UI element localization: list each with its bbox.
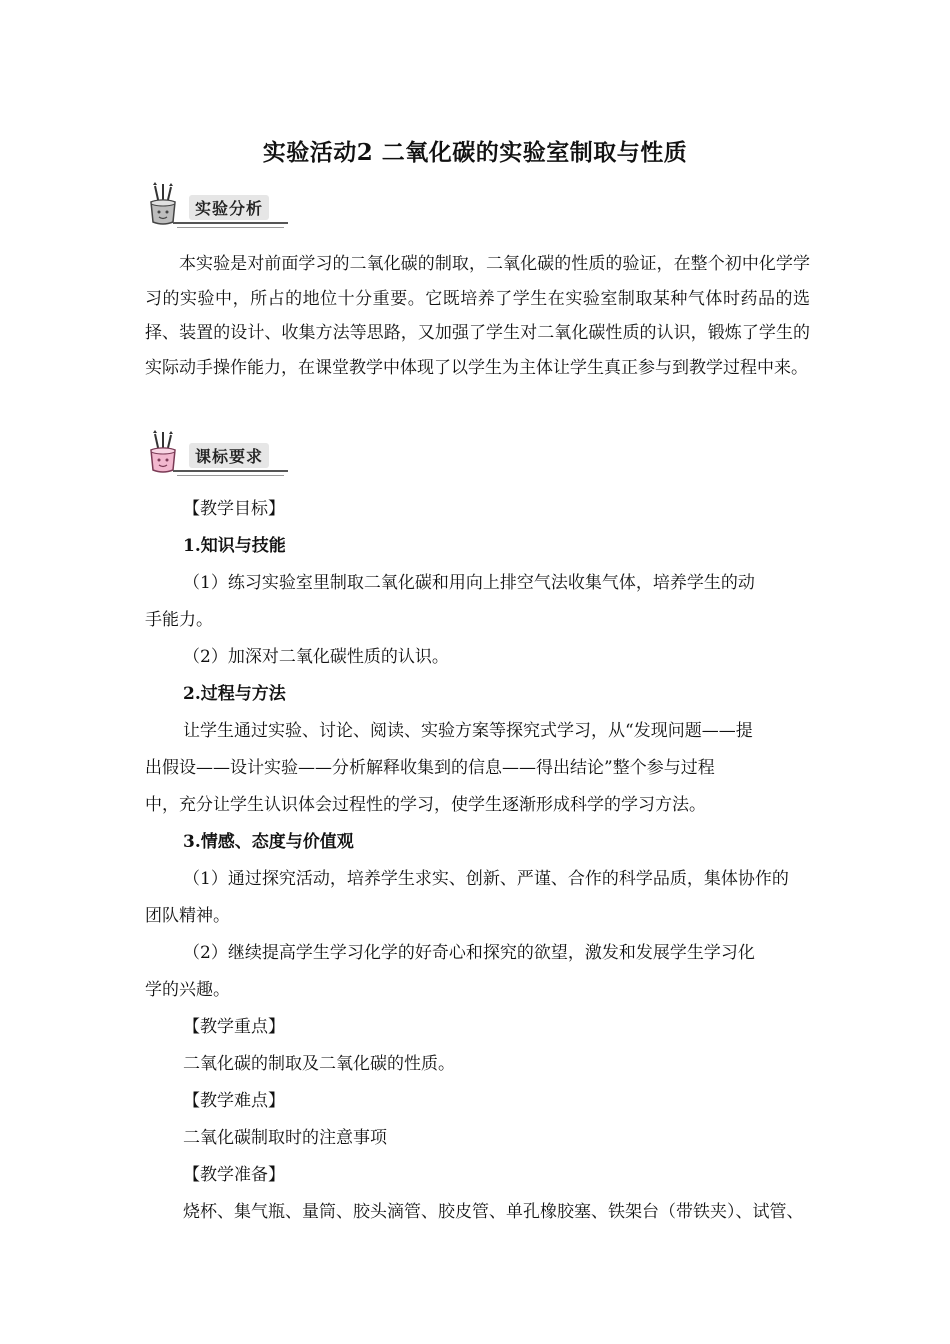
focus-text: 二氧化碳的制取及二氧化碳的性质。: [183, 1054, 455, 1074]
knowledge-item-1-cont: 手能力。: [145, 610, 213, 630]
knowledge-heading: 1.知识与技能: [183, 536, 286, 556]
requirements-body: [145, 491, 810, 1231]
pen-holder-icon: [143, 430, 183, 474]
process-heading: 2.过程与方法: [183, 684, 286, 704]
analysis-body: [145, 247, 810, 385]
prep-text: 烧杯、集气瓶、量筒、胶头滴管、胶皮管、单孔橡胶塞、铁架台（带铁夹）、试管、: [183, 1202, 804, 1222]
divider: [177, 475, 284, 476]
focus-label: 【教学重点】: [183, 1017, 285, 1037]
emotion-heading: 3.情感、态度与价值观: [183, 832, 354, 852]
emotion-item-1: （1）通过探究活动，培养学生求实、创新、严谨、合作的科学品质，集体协作的: [183, 869, 789, 889]
process-line-3: 中，充分让学生认识体会过程性的学习，使学生逐渐形成科学的学习方法。: [145, 795, 706, 815]
goals-label: 【教学目标】: [183, 499, 285, 519]
knowledge-item-2: （2）加深对二氧化碳性质的认识。: [183, 647, 449, 667]
divider: [173, 222, 288, 224]
pen-holder-icon: [143, 182, 183, 226]
process-line-2: 出假设——设计实验——分析解释收集到的信息——得出结论”整个参与过程: [145, 758, 715, 778]
difficulty-label: 【教学难点】: [183, 1091, 285, 1111]
emotion-item-2: （2）继续提高学生学习化学的好奇心和探究的欲望，激发和发展学生学习化: [183, 943, 755, 963]
emotion-item-2-cont: 学的兴趣。: [145, 980, 230, 1000]
page-title: 实验活动2 二氧化碳的实验室制取与性质: [262, 139, 688, 166]
analysis-paragraph: 本实验是对前面学习的二氧化碳的制取，二氧化碳的性质的验证，在整个初中化学学习的实验中，所占的地位十分重要。它既培养了学生在实验室制取某种气体时药品的选择、装置的设计、收集方法等思路，又加强了学生对二氧化碳性质的认识，锻炼了学生的实际动手操作能力，在课堂教学中体现了以学生为主体让学生真正参与到教学过程中来。: [145, 254, 810, 378]
divider: [173, 470, 288, 472]
knowledge-item-1: （1）练习实验室里制取二氧化碳和用向上排空气法收集气体，培养学生的动: [183, 573, 755, 593]
section-heading-requirements: 课标要求: [189, 443, 269, 468]
section-heading-analysis: 实验分析: [189, 195, 269, 220]
process-line-1: 让学生通过实验、讨论、阅读、实验方案等探究式学习，从“发现问题——提: [183, 721, 753, 741]
emotion-item-1-cont: 团队精神。: [145, 906, 230, 926]
prep-label: 【教学准备】: [183, 1165, 285, 1185]
section-banner-analysis: [143, 182, 288, 228]
section-banner-requirements: [143, 430, 288, 476]
divider: [177, 227, 284, 228]
difficulty-text: 二氧化碳制取时的注意事项: [183, 1128, 387, 1148]
